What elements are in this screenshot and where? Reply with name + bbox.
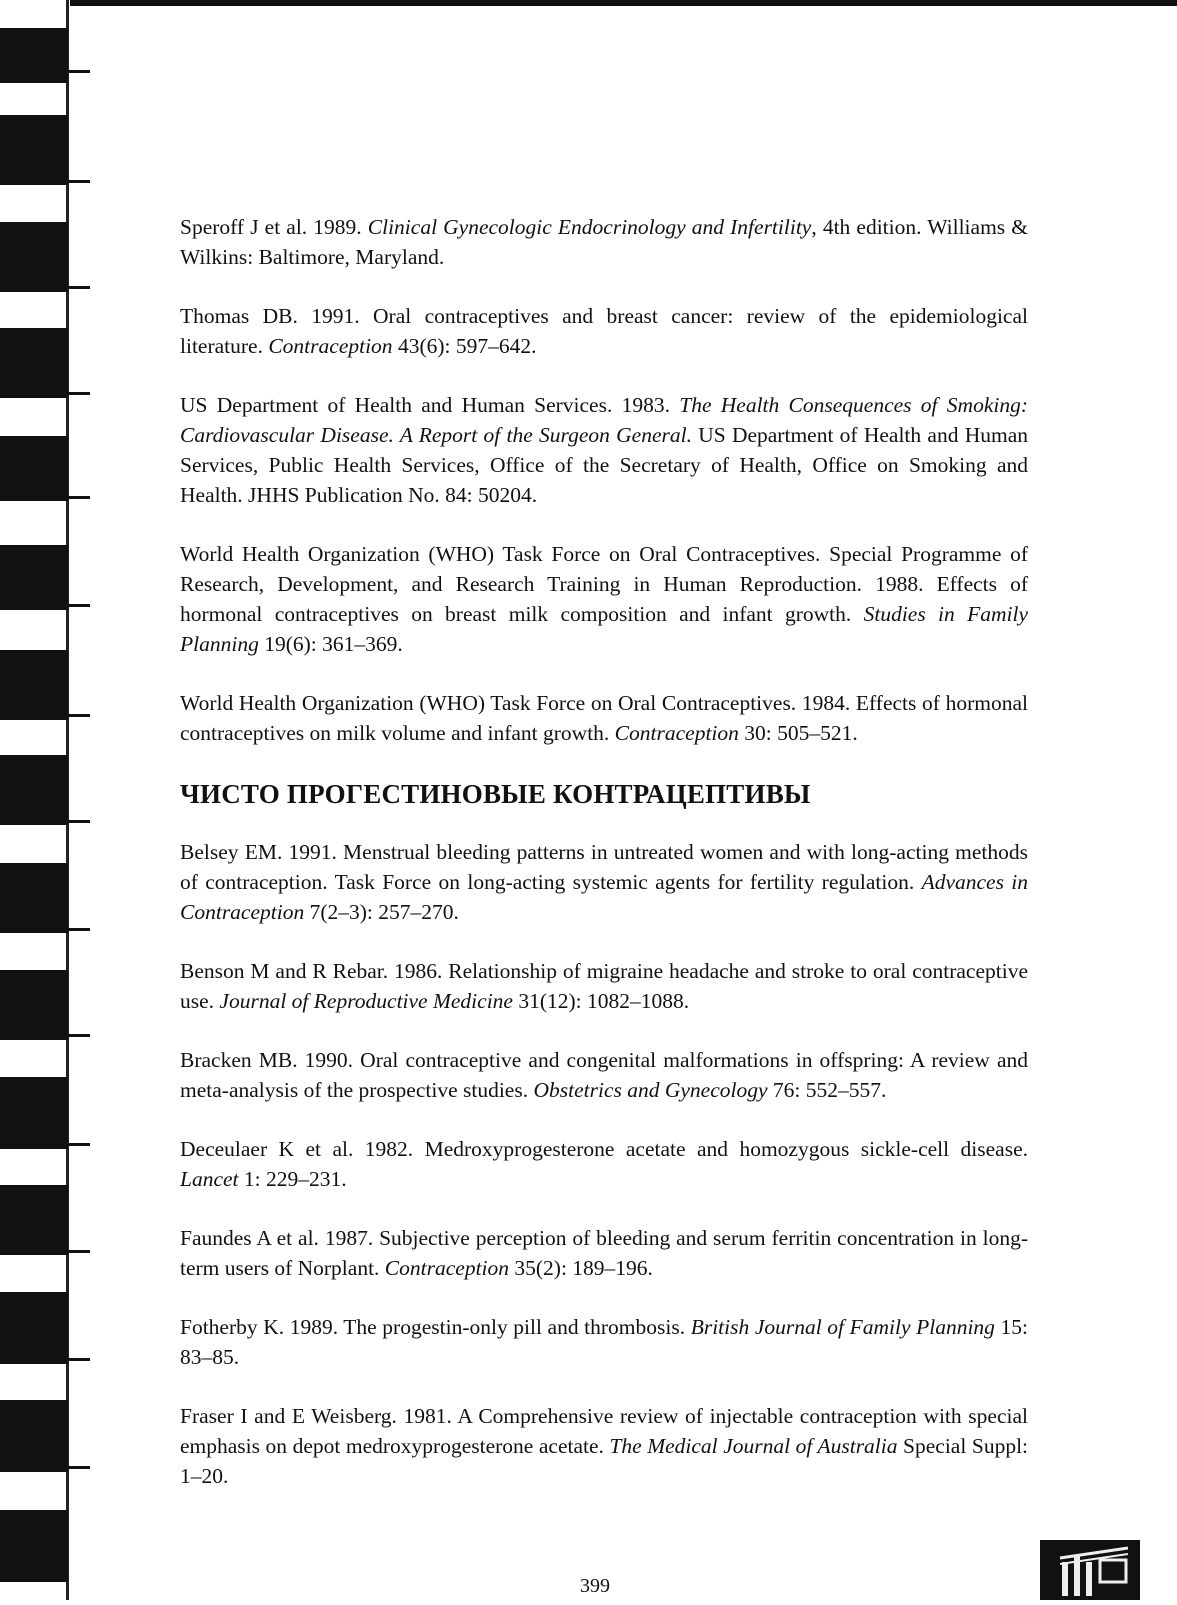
reference-text: World Health Organization (WHO) Task Force on Oral Contraceptives. Special Programme of Research, Development, and Research Training in Human Reproduction. 1988. Effects of hormonal contraceptives on breast milk composition and infant growth. [180,542,1028,626]
reference-title: Journal of Reproductive Medicine [219,989,513,1013]
reference-title: Studies in Family Planning [180,602,1028,656]
reference-entry [180,1401,1028,1491]
reference-entry [180,539,1028,659]
reference-title: Contraception [268,334,393,358]
references-list-after [180,837,1028,1491]
spine-tick [60,180,90,183]
reference-entry [180,1134,1028,1194]
reference-title: Lancet [180,1167,239,1191]
corner-stamp-icon [1040,1540,1140,1600]
spine-bar [0,970,68,1040]
spine-bar [0,1077,68,1149]
reference-citation: 76: 552–557. [767,1078,887,1102]
reference-title: British Journal of Family Planning [690,1315,995,1339]
reference-title: The Medical Journal of Australia [609,1434,898,1458]
reference-text: Bracken MB. 1990. Oral contraceptive and congenital malformations in offspring: A review and meta-analysis of the prospective studies. [180,1048,1028,1102]
spine-tick [60,286,90,289]
reference-citation: 1: 229–231. [238,1167,347,1191]
reference-text: Deceulaer K et al. 1982. Medroxyprogesterone acetate and homozygous sickle-cell disease. [180,1137,1028,1161]
spine-bar [0,115,68,185]
spine-bar [0,436,68,501]
spine-tick [60,928,90,931]
spine-tick [60,392,90,395]
reference-title: Contraception [384,1256,510,1280]
reference-citation: Special Suppl: 1–20. [180,1434,1029,1488]
reference-entry [180,301,1028,361]
reference-citation: 30: 505–521. [738,721,858,745]
reference-text: Thomas DB. 1991. Oral contraceptives and breast cancer: review of the epidemiological literature. [180,304,1028,358]
reference-entry [180,1045,1028,1105]
reference-title: The Health Consequences of Smoking: Cardiovascular Disease. A Report of the Surgeon General. [180,393,1029,447]
reference-citation: , 4th edition. Williams & Wilkins: Baltimore, Maryland. [180,215,1028,269]
reference-text: Speroff J et al. 1989. [180,215,368,239]
reference-citation: 35(2): 189–196. [509,1256,653,1280]
reference-title: Obstetrics and Gynecology [533,1078,768,1102]
spine-bar [0,1185,68,1255]
reference-text: Fotherby K. 1989. The progestin-only pill and thrombosis. [180,1315,691,1339]
reference-entry [180,837,1028,927]
reference-citation: 7(2–3): 257–270. [304,900,459,924]
page-number: 399 [580,1575,610,1597]
reference-text: Belsey EM. 1991. Menstrual bleeding patterns in untreated women and with long-acting methods of contraception. Task Force on long-acting systemic agents for fertility regulation. [180,840,1028,894]
section-heading: ЧИСТО ПРОГЕСТИНОВЫЕ КОНТРАЦЕПТИВЫ [180,779,811,809]
spine-bar [0,28,68,83]
reference-citation: US Department of Health and Human Services, Public Health Services, Office of the Secretary of Health, Office on Smoking and Health. JHHS Publication No. 84: 50204. [180,423,1028,507]
reference-citation: 15: 83–85. [180,1315,1028,1369]
reference-text: World Health Organization (WHO) Task Force on Oral Contraceptives. 1984. Effects of hormonal contraceptives on milk volume and infant growth. [180,691,1028,745]
spine-tick [60,820,90,823]
reference-text: US Department of Health and Human Services. 1983. [180,393,680,417]
reference-title: Contraception [614,721,739,745]
reference-citation: 31(12): 1082–1088. [512,989,690,1013]
spine-tick [60,714,90,717]
reference-citation: 43(6): 597–642. [392,334,537,358]
reference-entry [180,1223,1028,1283]
references-content [180,212,1028,1520]
reference-text: Fraser I and E Weisberg. 1981. A Comprehensive review of injectable contraception with special emphasis on depot medroxyprogesterone acetate. [180,1404,1028,1458]
references-list-before [180,212,1028,748]
reference-entry [180,390,1028,510]
spine-bar [0,650,68,720]
reference-entry [180,1312,1028,1372]
binding-spine [0,0,90,1600]
spine-tick [60,1034,90,1037]
corner-stamp-graphic [1040,1540,1140,1600]
spine-tick [60,70,90,73]
reference-entry [180,688,1028,748]
reference-entry [180,956,1028,1016]
spine-bar [0,222,68,292]
spine-tick [60,1143,90,1146]
reference-text: Benson M and R Rebar. 1986. Relationship of migraine headache and stroke to oral contraceptive use. [180,959,1028,1013]
spine-bar [0,545,68,610]
reference-entry [180,212,1028,272]
spine-bar [0,1292,68,1364]
top-edge-rule [70,0,1177,6]
spine-tick [60,1250,90,1253]
reference-title: Clinical Gynecologic Endocrinology and Infertility [367,215,812,239]
spine-bar [0,328,68,398]
spine-bar [0,1400,68,1472]
spine-bar [0,863,68,933]
reference-title: Advances in Contraception [180,870,1029,924]
reference-text: Faundes A et al. 1987. Subjective perception of bleeding and serum ferritin concentration in long-term users of Norplant. [180,1226,1028,1280]
spine-tick [60,1466,90,1469]
spine-bar [0,1510,68,1582]
spine-tick [60,604,90,607]
spine-tick [60,1358,90,1361]
spine-bar [0,755,68,825]
spine-tick [60,496,90,499]
reference-citation: 19(6): 361–369. [258,632,403,656]
